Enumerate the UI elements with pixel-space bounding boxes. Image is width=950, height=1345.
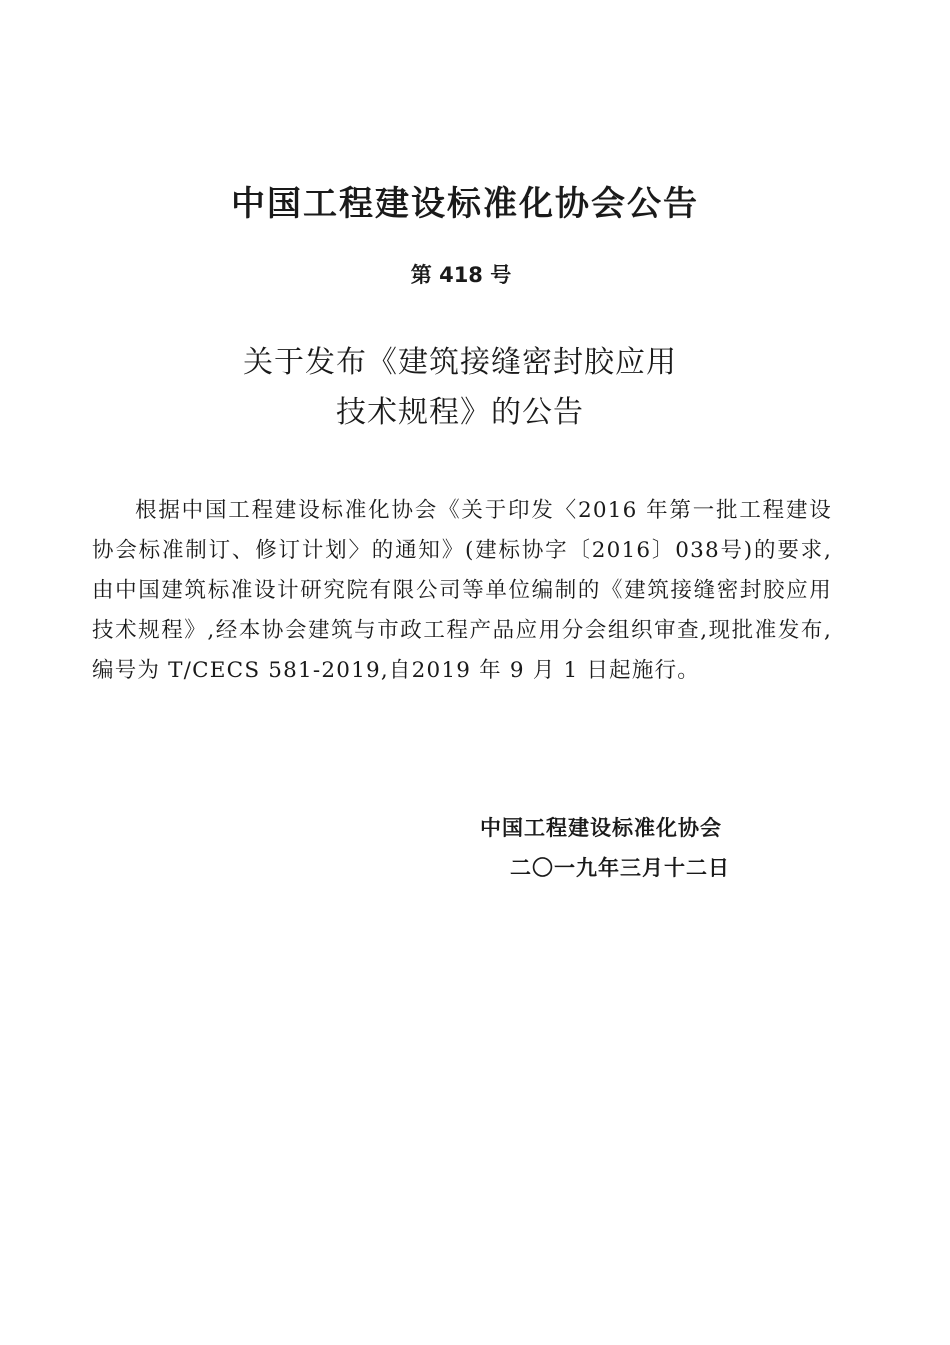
announcement-number: 第 418 号 xyxy=(410,263,512,287)
subtitle-line-1: 关于发布《建筑接缝密封胶应用 xyxy=(243,345,677,380)
announcement-body: 根据中国工程建设标准化协会《关于印发〈2016 年第一批工程建设协会标准制订、修订计划〉的通知》(建标协字〔2016〕038号)的要求,由中国建筑标准设计研究院有限公司等单位编制的《建筑接缝密封胶应用技术规程》,经本协会建筑与市政工程产品应用分会组织审查,现批准发布,编号为 T/CECS 581-2019,自2019 年 9 月 1 日起施行。 xyxy=(92,498,832,683)
signature-date: 二〇一九年三月十二日 xyxy=(510,856,730,880)
subtitle-line-2: 技术规程》的公告 xyxy=(336,395,584,430)
organization-title: 中国工程建设标准化协会公告 xyxy=(231,184,699,224)
announcement-subtitle xyxy=(0,338,920,438)
signature-block xyxy=(480,808,780,888)
signature-organization: 中国工程建设标准化协会 xyxy=(480,816,722,840)
